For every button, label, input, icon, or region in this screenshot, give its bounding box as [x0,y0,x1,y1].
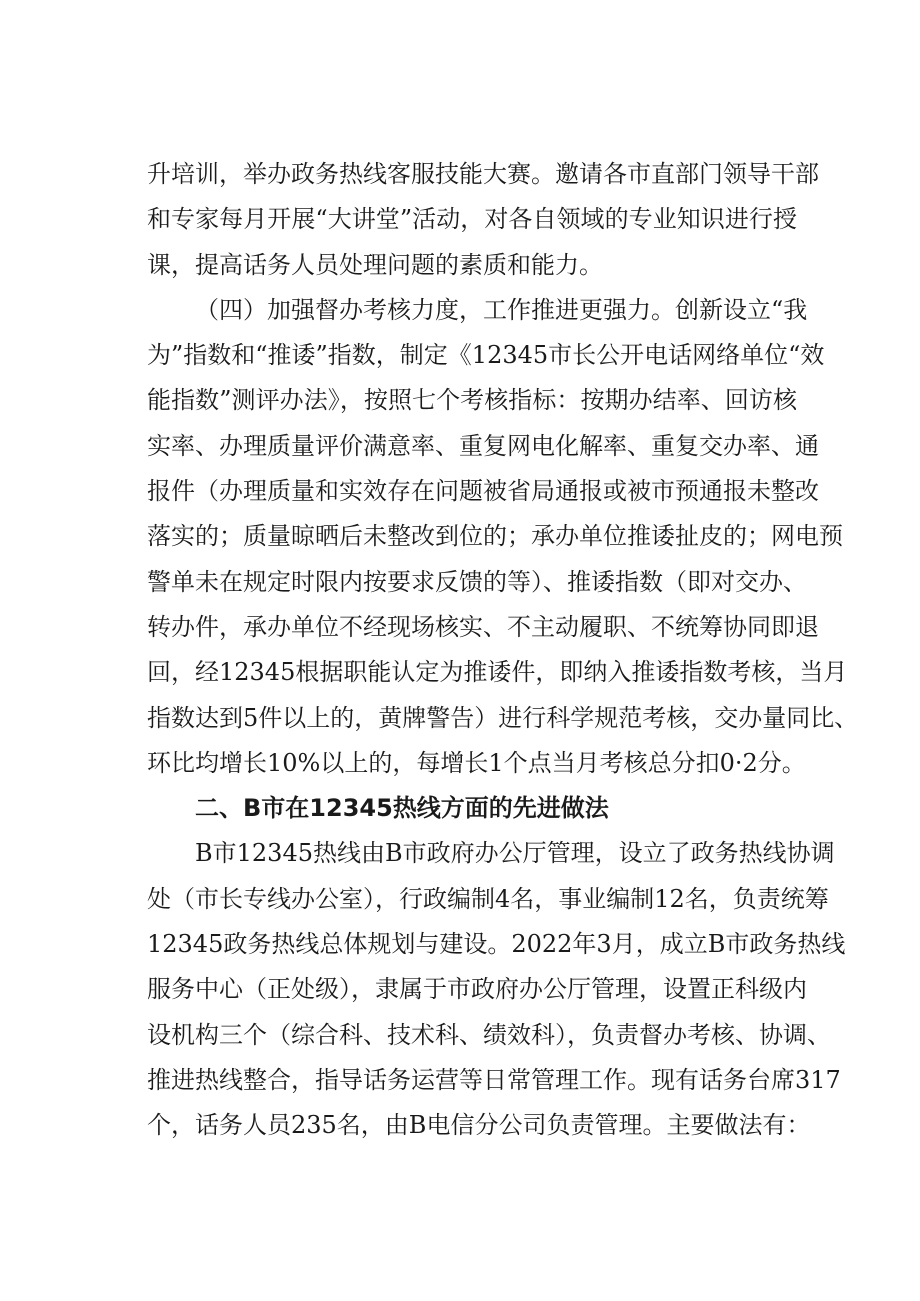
paragraph-training [147,152,819,288]
text-line: 回，经12345根据职能认定为推诿件，即纳入推诿指数考核，当月 [147,658,848,687]
text-line: 实率、办理质量评价满意率、重复网电化解率、重复交办率、通 [147,431,819,460]
text-line: 环比均增长10%以上的，每增长1个点当月考核总分扣0·2分。 [147,748,806,777]
text-line: B市12345热线由B市政府办公厅管理，设立了政务热线协调 [195,839,835,868]
paragraph-supervision [147,288,859,786]
text-line: 课，提高话务人员处理问题的素质和能力。 [147,250,603,279]
text-line: 落实的；质量晾晒后未整改到位的；承办单位推诿扯皮的；网电预 [147,522,843,551]
text-line: 为”指数和“推诿”指数，制定《12345市长公开电话网络单位“效 [147,341,825,370]
text-line: 推进热线整合，指导话务运营等日常管理工作。现有话务台席317 [147,1065,841,1094]
text-line: 12345政务热线总体规划与建设。2022年3月，成立B市政务热线 [147,930,846,959]
text-line: 转办件，承办单位不经现场核实、不主动履职、不统筹协同即退 [147,612,819,641]
section-heading [147,786,797,831]
heading-text: 二、B市在12345热线方面的先进做法 [195,794,609,823]
paragraph-b-city [147,831,846,1148]
text-line: 处（市长专线办公室），行政编制4名，事业编制12名，负责统筹 [147,884,829,913]
text-line: （四）加强督办考核力度，工作推进更强力。创新设立“我 [195,295,808,324]
document-body [147,152,859,1149]
text-line: 设机构三个（综合科、技术科、绩效科），负责督办考核、协调、 [147,1020,831,1049]
text-line: 指数达到5件以上的，黄牌警告）进行科学规范考核，交办量同比、 [147,703,859,732]
text-line: 和专家每月开展“大讲堂”活动，对各自领域的专业知识进行授 [147,205,797,234]
text-line: 能指数”测评办法》，按照七个考核指标：按期办结率、回访核 [147,386,797,415]
text-line: 个，话务人员235名，由B电信分公司负责管理。主要做法有： [147,1111,811,1140]
text-line: 服务中心（正处级），隶属于市政府办公厅管理，设置正科级内 [147,975,807,1004]
text-line: 警单未在规定时限内按要求反馈的等）、推诿指数（即对交办、 [147,567,807,596]
text-line: 升培训，举办政务热线客服技能大赛。邀请各市直部门领导干部 [147,160,819,188]
text-line: 报件（办理质量和实效存在问题被省局通报或被市预通报未整改 [147,477,819,506]
